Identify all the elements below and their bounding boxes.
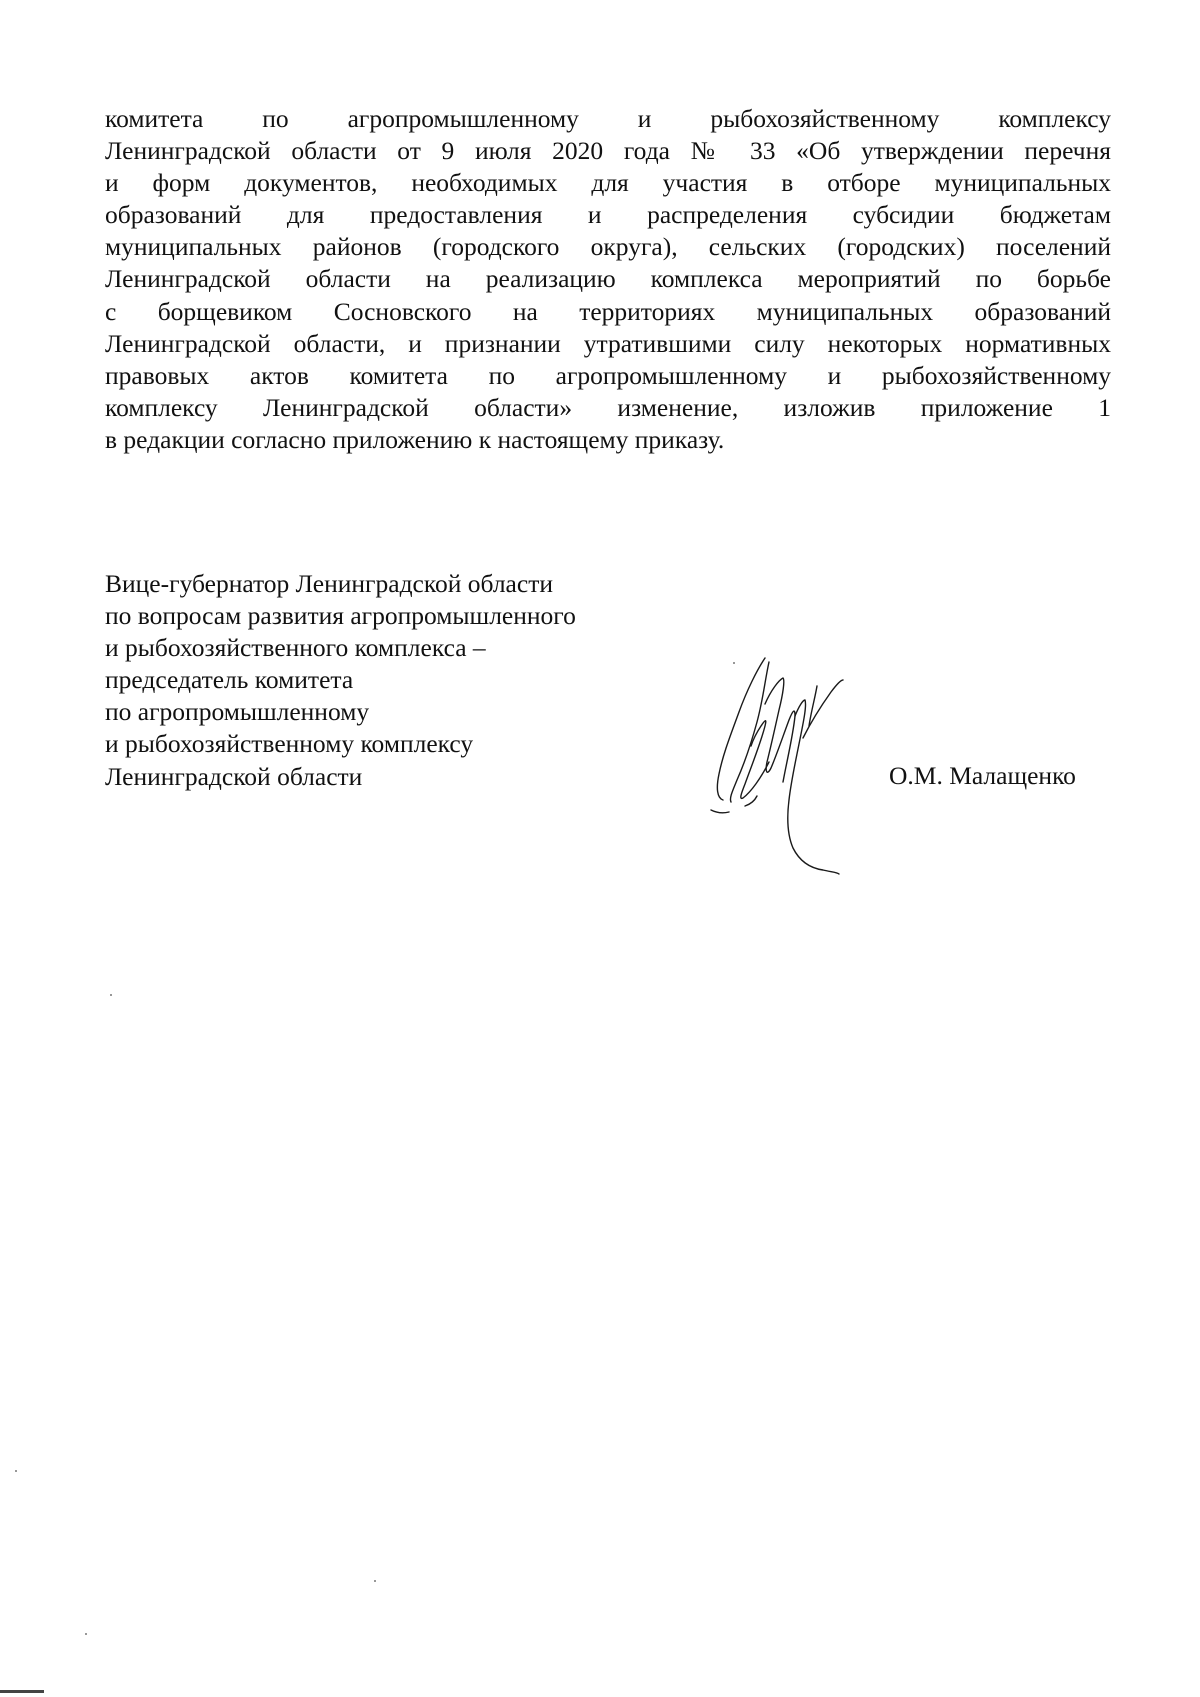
- scan-speck: [733, 662, 735, 664]
- signatory-title-line: Ленинградской области: [105, 761, 363, 791]
- paragraph-line: образований для предоставления и распределения субсидии бюджетам: [105, 200, 1111, 230]
- scan-speck: [110, 994, 112, 996]
- order-paragraph: [105, 103, 1111, 456]
- paragraph-line: муниципальных районов (городского округа), сельских (городских) поселений: [105, 232, 1111, 262]
- paragraph-line: и форм документов, необходимых для участия в отборе муниципальных: [105, 168, 1111, 198]
- paragraph-line: правовых актов комитета по агропромышленному и рыбохозяйственному: [105, 360, 1111, 390]
- signatory-title-line: по вопросам развития агропромышленного: [105, 601, 576, 631]
- signatory-title-line: председатель комитета: [105, 665, 354, 695]
- scan-speck: [15, 1470, 17, 1472]
- paragraph-line: в редакции согласно приложению к настоящему приказу.: [105, 424, 725, 454]
- signatory-name: О.М. Малащенко: [889, 761, 1076, 790]
- paragraph-line: Ленинградской области, и признании утратившими силу некоторых нормативных: [105, 328, 1111, 358]
- paragraph-line: комитета по агропромышленному и рыбохозяйственному комплексу: [105, 104, 1111, 133]
- scan-edge-mark: [0, 1690, 44, 1693]
- paragraph-line: с борщевиком Сосновского на территориях муниципальных образований: [105, 296, 1111, 326]
- signatory-title-line: и рыбохозяйственного комплекса –: [105, 633, 486, 663]
- signatory-title-line: по агропромышленному: [105, 697, 370, 727]
- paragraph-line: Ленинградской области от 9 июля 2020 года № 33 «Об утверждении перечня: [105, 136, 1111, 166]
- signatory-title: [105, 568, 665, 793]
- paragraph-line: Ленинградской области на реализацию комплекса мероприятий по борьбе: [105, 264, 1111, 294]
- signatory-title-line: и рыбохозяйственному комплексу: [105, 729, 474, 759]
- handwritten-signature-icon: [705, 650, 895, 895]
- signatory-title-line: Вице-губернатор Ленинградской области: [105, 569, 553, 598]
- scan-speck: [374, 1580, 376, 1582]
- scan-speck: [85, 1633, 87, 1635]
- paragraph-line: комплексу Ленинградской области» изменение, изложив приложение 1: [105, 392, 1111, 422]
